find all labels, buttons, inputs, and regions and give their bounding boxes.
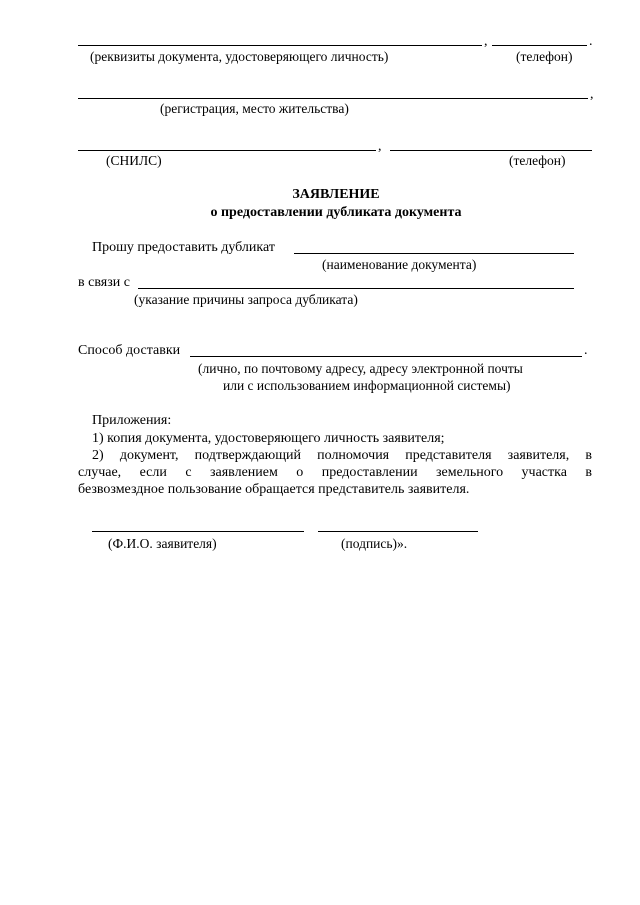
applicant-name-field-line[interactable] [92, 531, 304, 532]
row3-comma: , [378, 139, 382, 154]
attachment-item-2-line1: 2) документ, подтверждающий полномочия представителя заявителя, в [92, 448, 592, 463]
applicant-name-caption: (Ф.И.О. заявителя) [108, 536, 217, 551]
row1-dot: . [589, 34, 593, 49]
id-document-field-line[interactable] [78, 45, 482, 46]
delivery-caption-line2: или с использованием информационной системы) [223, 378, 511, 393]
attachments-heading: Приложения: [92, 413, 172, 428]
document-name-field-line[interactable] [294, 253, 574, 254]
attachment-item-2-line2: случае, если с заявлением о предоставлении земельного участка в [78, 465, 592, 480]
registration-caption: (регистрация, место жительства) [160, 101, 349, 116]
attachment-item-1: 1) копия документа, удостоверяющего личность заявителя; [92, 431, 445, 446]
reason-label: в связи с [78, 275, 130, 290]
phone-field-line-1[interactable] [492, 45, 587, 46]
reason-caption: (указание причины запроса дубликата) [134, 292, 358, 307]
snils-caption: (СНИЛС) [106, 153, 162, 168]
document-subtitle: о предоставлении дубликата документа [210, 205, 462, 220]
document-title: ЗАЯВЛЕНИЕ [292, 187, 380, 202]
request-label: Прошу предоставить дубликат [92, 240, 275, 255]
row2-comma: , [590, 87, 594, 102]
row1-comma: , [484, 34, 488, 49]
delivery-field-line[interactable] [190, 356, 582, 357]
snils-field-line[interactable] [78, 150, 376, 151]
delivery-caption-line1: (лично, по почтовому адресу, адресу электронной почты [198, 361, 523, 376]
phone-caption-1: (телефон) [516, 49, 573, 64]
signature-caption: (подпись)». [341, 536, 408, 551]
signature-field-line[interactable] [318, 531, 478, 532]
attachment-item-2-line3: безвозмездное пользование обращается представитель заявителя. [78, 482, 470, 497]
document-name-caption: (наименование документа) [322, 257, 477, 272]
reason-field-line[interactable] [138, 288, 574, 289]
phone-field-line-2[interactable] [390, 150, 592, 151]
id-document-caption: (реквизиты документа, удостоверяющего личность) [90, 49, 389, 64]
phone-caption-2: (телефон) [509, 153, 566, 168]
delivery-label: Способ доставки [78, 343, 181, 358]
registration-field-line[interactable] [78, 98, 588, 99]
delivery-dot: . [584, 343, 588, 358]
